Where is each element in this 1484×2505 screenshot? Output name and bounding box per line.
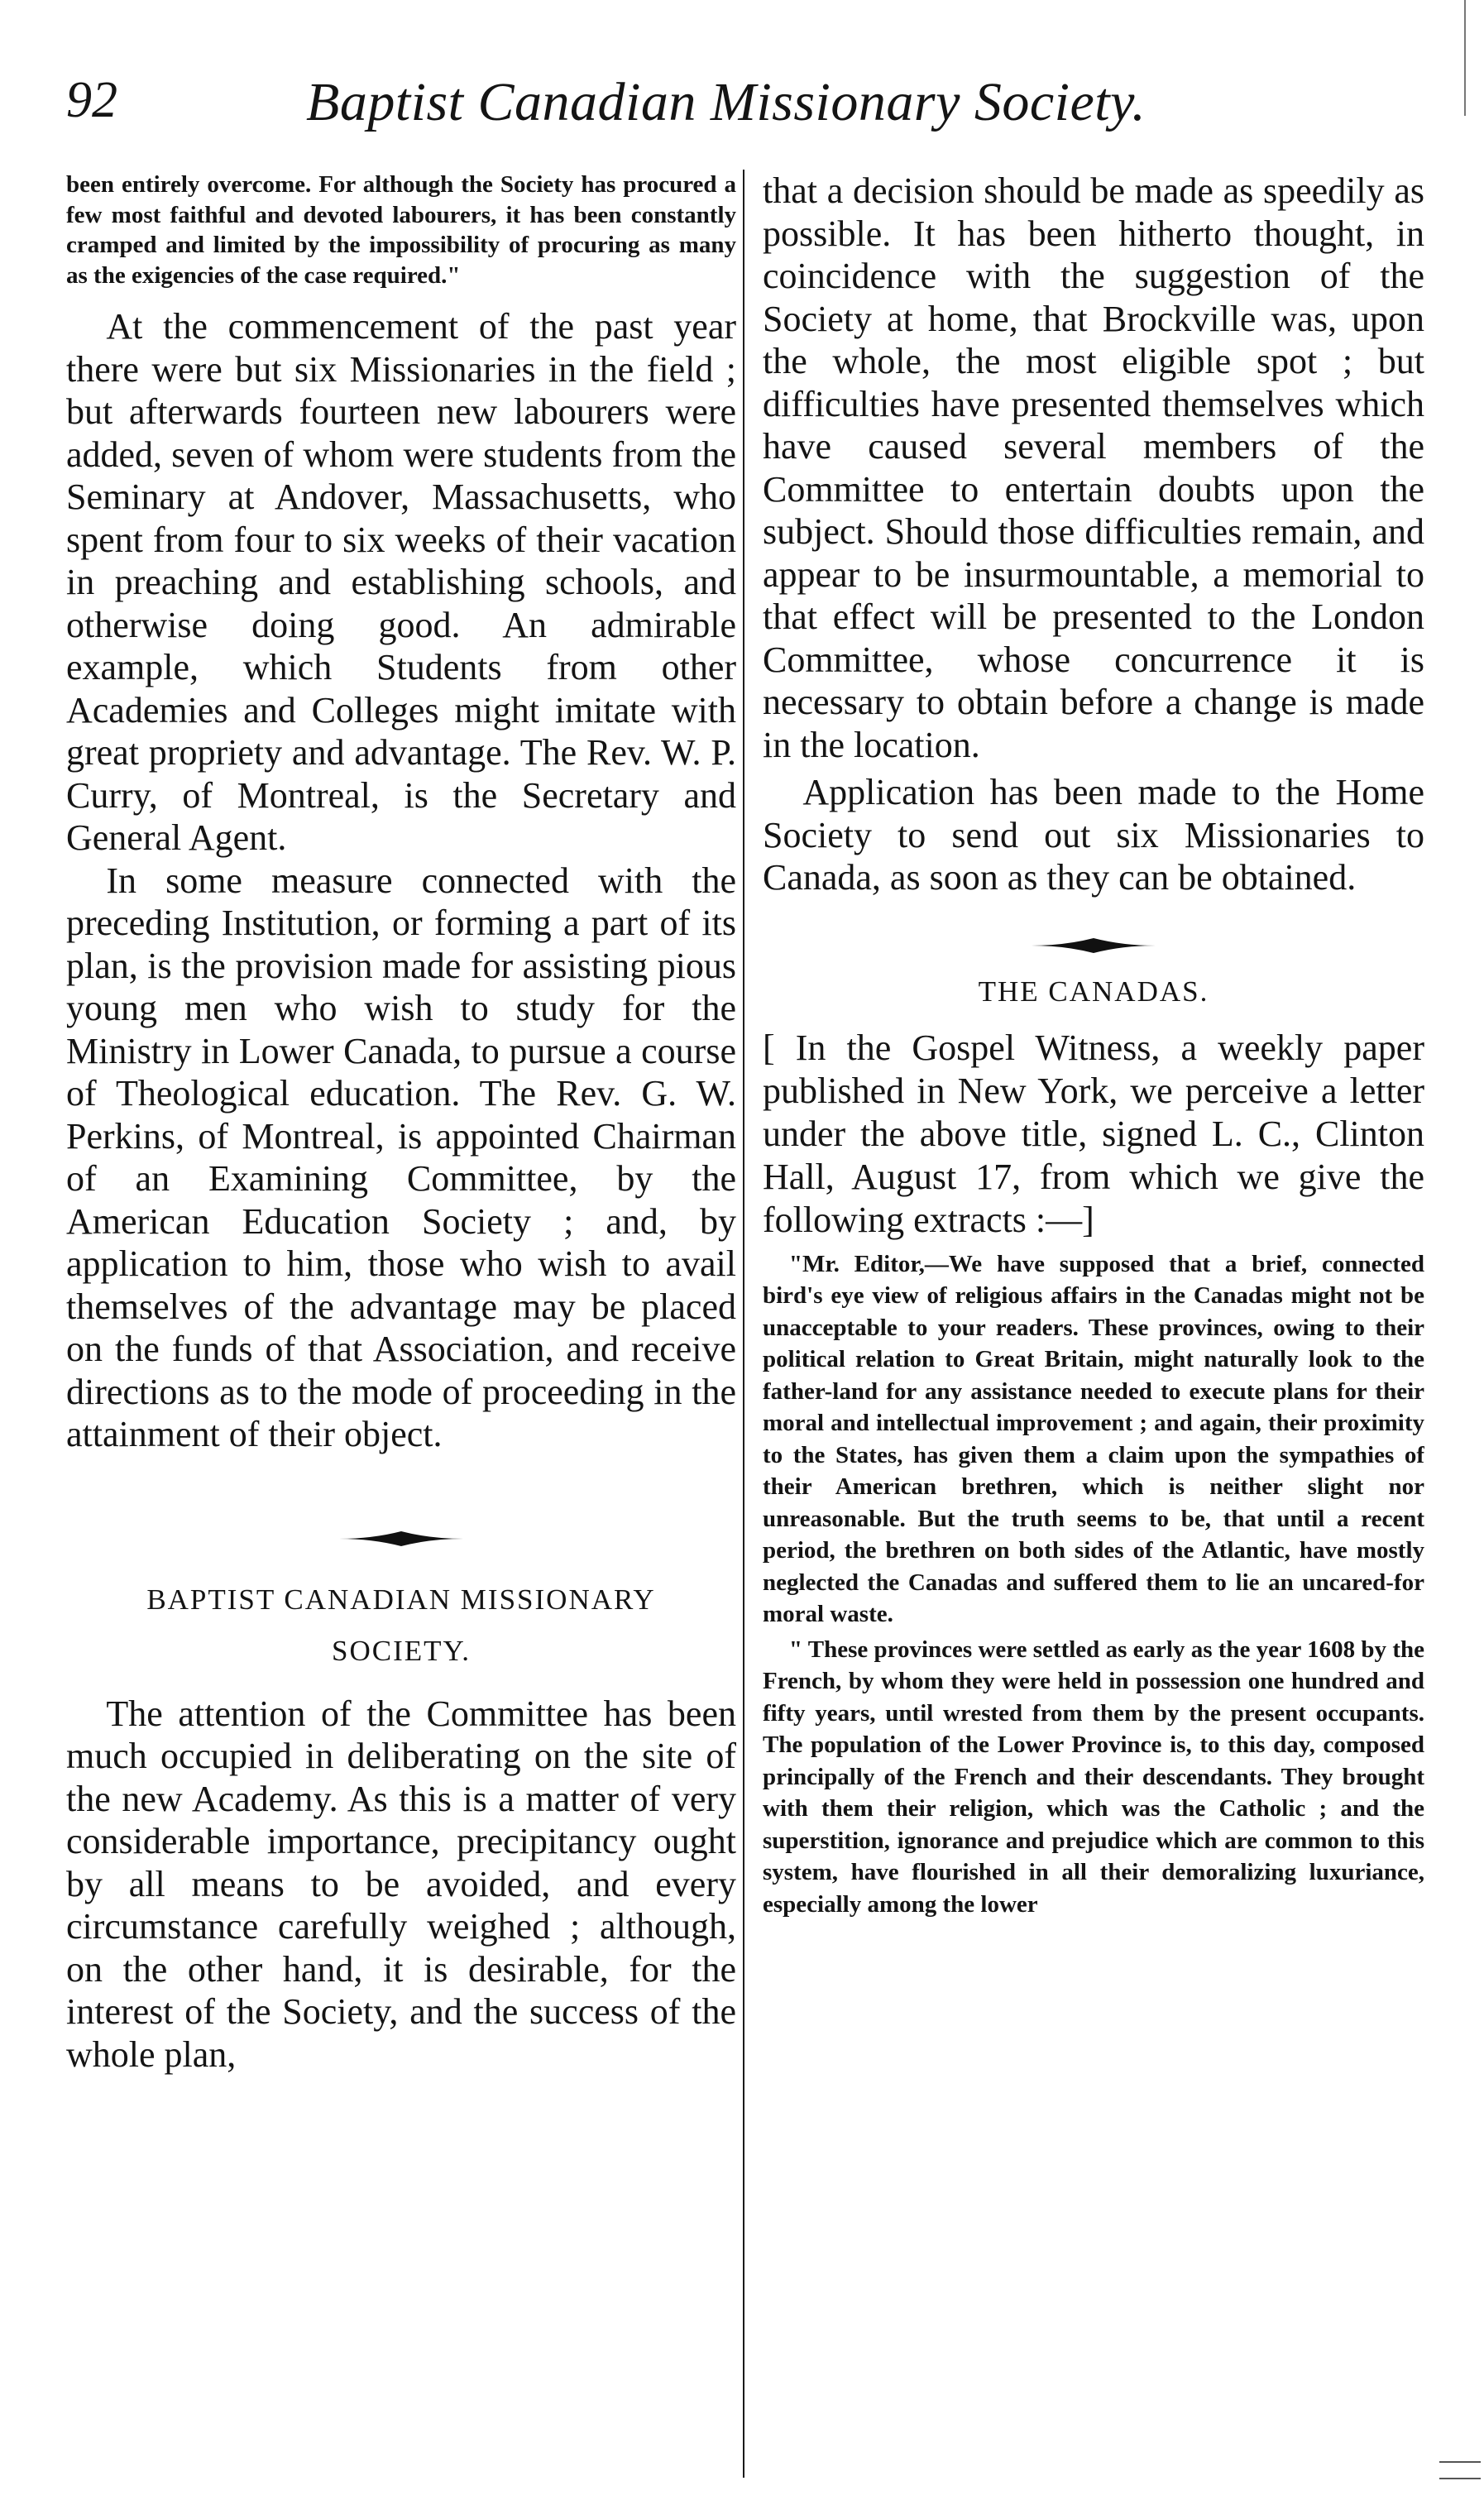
column-rule <box>743 170 744 2478</box>
paragraph-committee: The attention of the Committee has been much occupied in deliberating on the site of the new Academy. As this is a matter of very considerable importance, precipitancy ought by all means to be avoided, and every circumstance carefully weighed ; although, on the other hand, it is desirable, for the interest of the Society, and the success of the whole plan, <box>66 1693 736 2075</box>
quote-editor-paragraph: "Mr. Editor,—We have supposed that a brief, connected bird's eye view of religious affairs in the Canadas might not be unacceptable to your readers. These provinces, owing to their political relation to Great Britain, might naturally look to the father-land for any assistance needed to execute plans for their moral and intellectual improvement ; and again, their proximity to the States, has given them a claim upon the sympathies of their American brethren, which is neither slight nor unreasonable. But the truth seems to be, that until a recent period, the brethren on both sides of the Atlantic, have mostly neglected the Canadas and suffered them to lie an uncared-for moral waste. <box>763 1250 1424 1627</box>
quote-provinces-paragraph: " These provinces were settled as early as the year 1608 by the French, by whom they were held in possession one hundred and fifty years, until wrested from them by the present occupants. The population of the Lower Province is, to this day, composed principally of the French and their descendants. They brought with them their religion, which was the Catholic ; and the superstition, ignorance and prejudice which are common to this system, have flourished in all their demoralizing luxuriance, especially among the lower <box>763 1636 1424 1918</box>
ornament-divider <box>339 1529 463 1549</box>
edge-mark <box>1439 2478 1481 2479</box>
ornament-divider <box>1032 936 1156 956</box>
page-number: 92 <box>66 72 117 128</box>
section-heading-society: SOCIETY. <box>331 1634 471 1667</box>
paragraph-commencement: At the commencement of the past year there were but six Missionaries in the field ; but afterwards fourteen new labourers were added, seven of whom were students from the Seminary at Andover, Massachusetts, who spent from four to six weeks of their vacation in preaching and establishing schools, and otherwise doing good. An admirable example, which Students from other Academies and Colleges might imitate with great propriety and advantage. The Rev. W. P. Curry, of Montreal, is the Secretary and General Agent. <box>66 306 736 858</box>
page-header <box>66 71 1199 146</box>
intro-paragraph: [ In the Gospel Witness, a weekly paper published in New York, we perceive a letter under the above title, signed L. C., Clinton Hall, August 17, from which we give the following extracts :—] <box>763 1027 1424 1240</box>
right-column <box>763 170 1424 2478</box>
edge-rule <box>1464 0 1466 116</box>
left-column <box>66 170 736 2478</box>
paragraph-decision: that a decision should be made as speedily as possible. It has been hitherto thought, in coincidence with the suggestion of the Society at home, that Brockville was, upon the whole, the most eligible spot ; but difficulties have presented themselves which have caused several members of the Committee to entertain doubts upon the subject. Should those difficulties remain, and appear to be insurmountable, a memorial to that effect will be presented to the London Committee, whose concurrence it is necessary to obtain before a change is made in the location. <box>763 170 1424 765</box>
paragraph-institution: In some measure connected with the preceding Institution, or forming a part of its plan, is the provision made for assisting pious young men who wish to study for the Ministry in Lower Canada, to pursue a course of Theological education. The Rev. G. W. Perkins, of Montreal, is appointed Chairman of an Examining Committee, by the American Education Society ; and, by application to him, those who wish to avail themselves of the advantage may be placed on the funds of that Association, and receive directions as to the mode of proceeding in the attainment of their object. <box>66 860 736 1454</box>
edge-mark <box>1439 2461 1481 2463</box>
section-heading-canadas: THE CANADAS. <box>978 975 1209 1008</box>
section-heading-baptist: BAPTIST CANADIAN MISSIONARY <box>146 1583 656 1616</box>
paragraph-application: Application has been made to the Home Society to send out six Missionaries to Canada, as soon as they can be obtained. <box>763 772 1424 898</box>
running-title: Baptist Canadian Missionary Society. <box>306 72 1147 132</box>
quote-closing-text: been entirely overcome. For although the Society has procured a few most faithful and devoted labourers, it has been constantly cramped and limited by the impossibility of procuring as many as the exigencies of the case required." <box>66 171 736 289</box>
